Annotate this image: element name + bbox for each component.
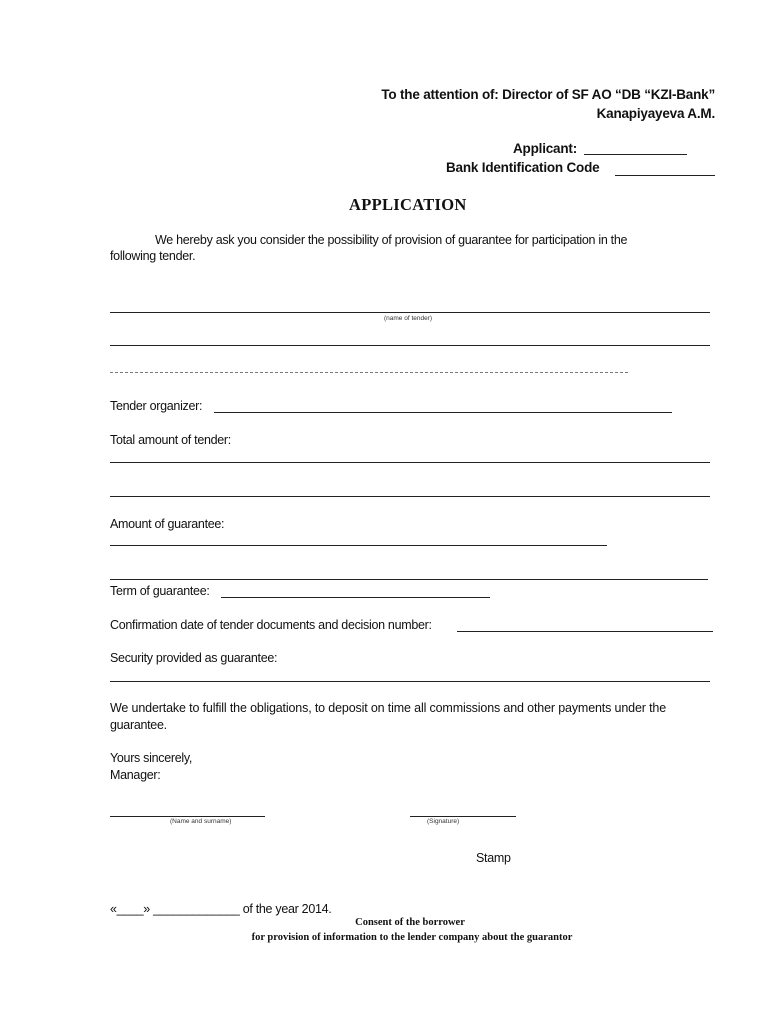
amount-guarantee-field[interactable]	[110, 545, 607, 546]
closing-sincerely: Yours sincerely,	[110, 751, 193, 765]
consent-subtitle: for provision of information to the lender company about the guarantor	[251, 932, 573, 943]
recipient-name: Kanapiyayeva A.M.	[596, 106, 715, 121]
applicant-label: Applicant:	[513, 141, 577, 156]
date-line: «____» _____________ of the year 2014.	[110, 902, 332, 916]
confirmation-date-label: Confirmation date of tender documents and decision number:	[110, 618, 432, 632]
amount-guarantee-label: Amount of guarantee:	[110, 517, 225, 531]
tender-organizer-field[interactable]	[214, 412, 672, 413]
intro-line-2: following tender.	[110, 249, 196, 263]
term-guarantee-field[interactable]	[221, 597, 490, 598]
signature-field[interactable]	[410, 816, 516, 817]
tender-name-line-3[interactable]	[110, 372, 628, 373]
bic-blank[interactable]	[615, 175, 715, 176]
tender-organizer-label: Tender organizer:	[110, 399, 203, 413]
name-surname-field[interactable]	[110, 816, 265, 817]
undertaking-line-2: guarantee.	[110, 718, 167, 732]
total-amount-label: Total amount of tender:	[110, 433, 231, 447]
security-label: Security provided as guarantee:	[110, 651, 278, 665]
intro-line-1: We hereby ask you consider the possibility of provision of guarantee for participation in the	[155, 233, 628, 247]
attention-line: To the attention of: Director of SF AO “DB “KZI-Bank”	[381, 87, 715, 102]
amount-guarantee-line-2[interactable]	[110, 579, 708, 580]
tender-name-line-2[interactable]	[110, 345, 710, 346]
tender-name-line-1[interactable]	[110, 312, 710, 313]
confirmation-date-field[interactable]	[457, 631, 713, 632]
total-amount-line-2[interactable]	[110, 496, 710, 497]
security-field[interactable]	[110, 681, 710, 682]
applicant-blank[interactable]	[584, 154, 687, 155]
name-surname-caption: (Name and surname)	[170, 818, 232, 825]
undertaking-line-1: We undertake to fulfill the obligations, to deposit on time all commissions and other payments under the	[110, 701, 667, 715]
closing-manager: Manager:	[110, 768, 161, 782]
signature-caption: (Signature)	[427, 818, 460, 825]
tender-name-caption: (name of tender)	[384, 315, 433, 322]
document-title: APPLICATION	[349, 195, 467, 214]
stamp-label: Stamp	[476, 851, 511, 865]
total-amount-line-1[interactable]	[110, 462, 710, 463]
consent-title: Consent of the borrower	[355, 917, 465, 928]
term-guarantee-label: Term of guarantee:	[110, 584, 210, 598]
bic-label: Bank Identification Code	[446, 160, 600, 175]
